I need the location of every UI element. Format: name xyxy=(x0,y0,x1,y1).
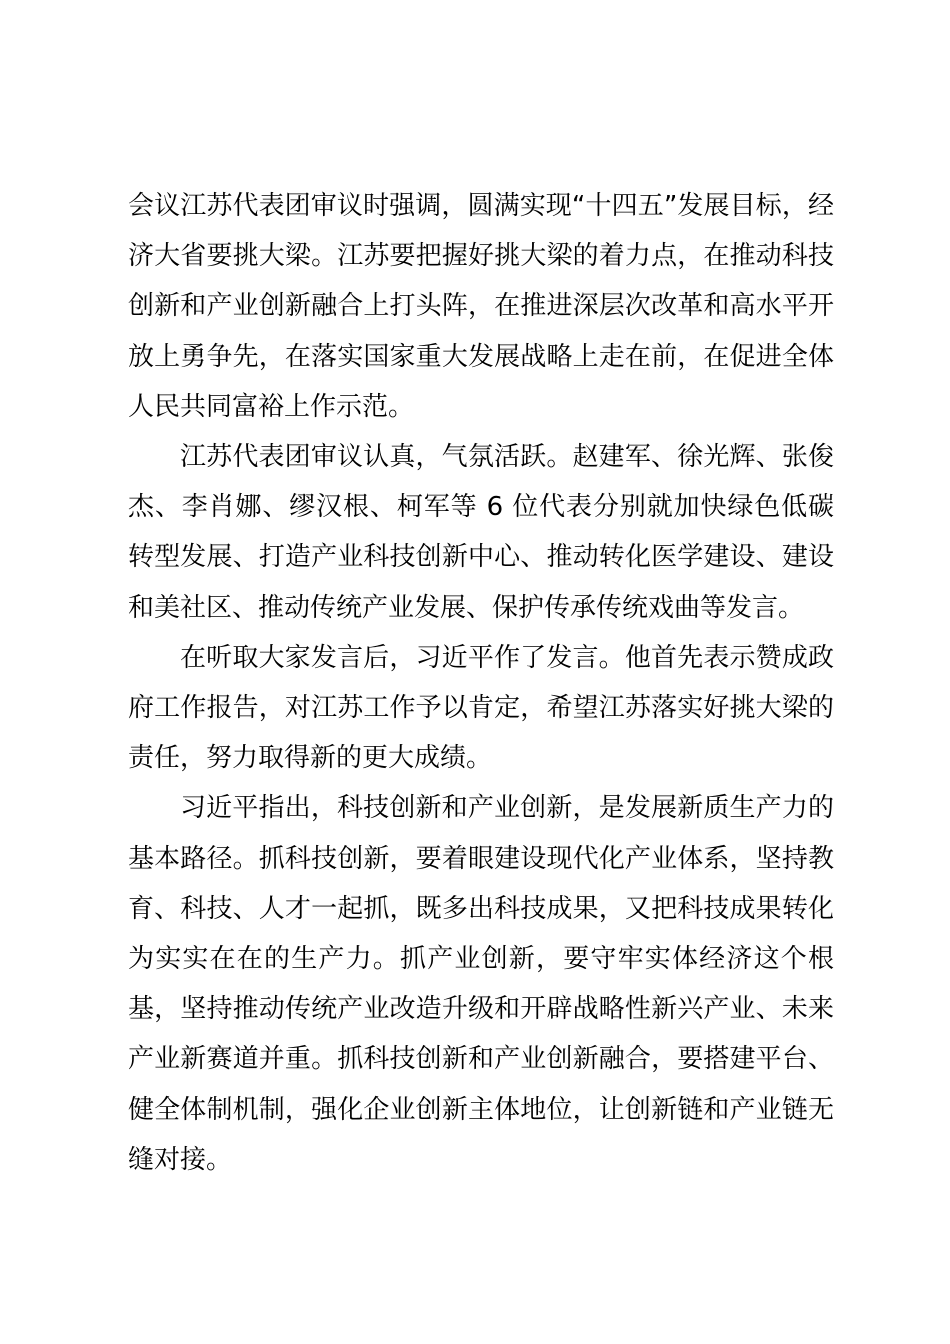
paragraph-1: 会议江苏代表团审议时强调，圆满实现“十四五”发展目标，经济大省要挑大梁。江苏要把握好挑大梁的着力点，在推动科技创新和产业创新融合上打头阵，在推进深层次改革和高水平开放上勇争先，在落实国家重大发展战略上走在前，在促进全体人民共同富裕上作示范。 xyxy=(128,191,834,422)
document-body xyxy=(128,181,834,1185)
paragraph-4: 习近平指出，科技创新和产业创新，是发展新质生产力的基本路径。抓科技创新，要着眼建设现代化产业体系，坚持教育、科技、人才一起抓，既多出科技成果，又把科技成果转化为实实在在的生产力。抓产业创新，要守牢实体经济这个根基，坚持推动传统产业改造升级和开辟战略性新兴产业、未来产业新赛道并重。抓科技创新和产业创新融合，要搭建平台、健全体制机制，强化企业创新主体地位，让创新链和产业链无缝对接。 xyxy=(128,793,834,1175)
paragraph-3: 在听取大家发言后，习近平作了发言。他首先表示赞成政府工作报告，对江苏工作予以肯定，希望江苏落实好挑大梁的责任，努力取得新的更大成绩。 xyxy=(128,642,834,774)
paragraph-2: 江苏代表团审议认真，气氛活跃。赵建军、徐光辉、张俊杰、李肖娜、缪汉根、柯军等 6 位代表分别就加快绿色低碳转型发展、打造产业科技创新中心、推动转化医学建设、建设和美社区、推动传统产业发展、保护传承传统戏曲等发言。 xyxy=(128,442,834,623)
